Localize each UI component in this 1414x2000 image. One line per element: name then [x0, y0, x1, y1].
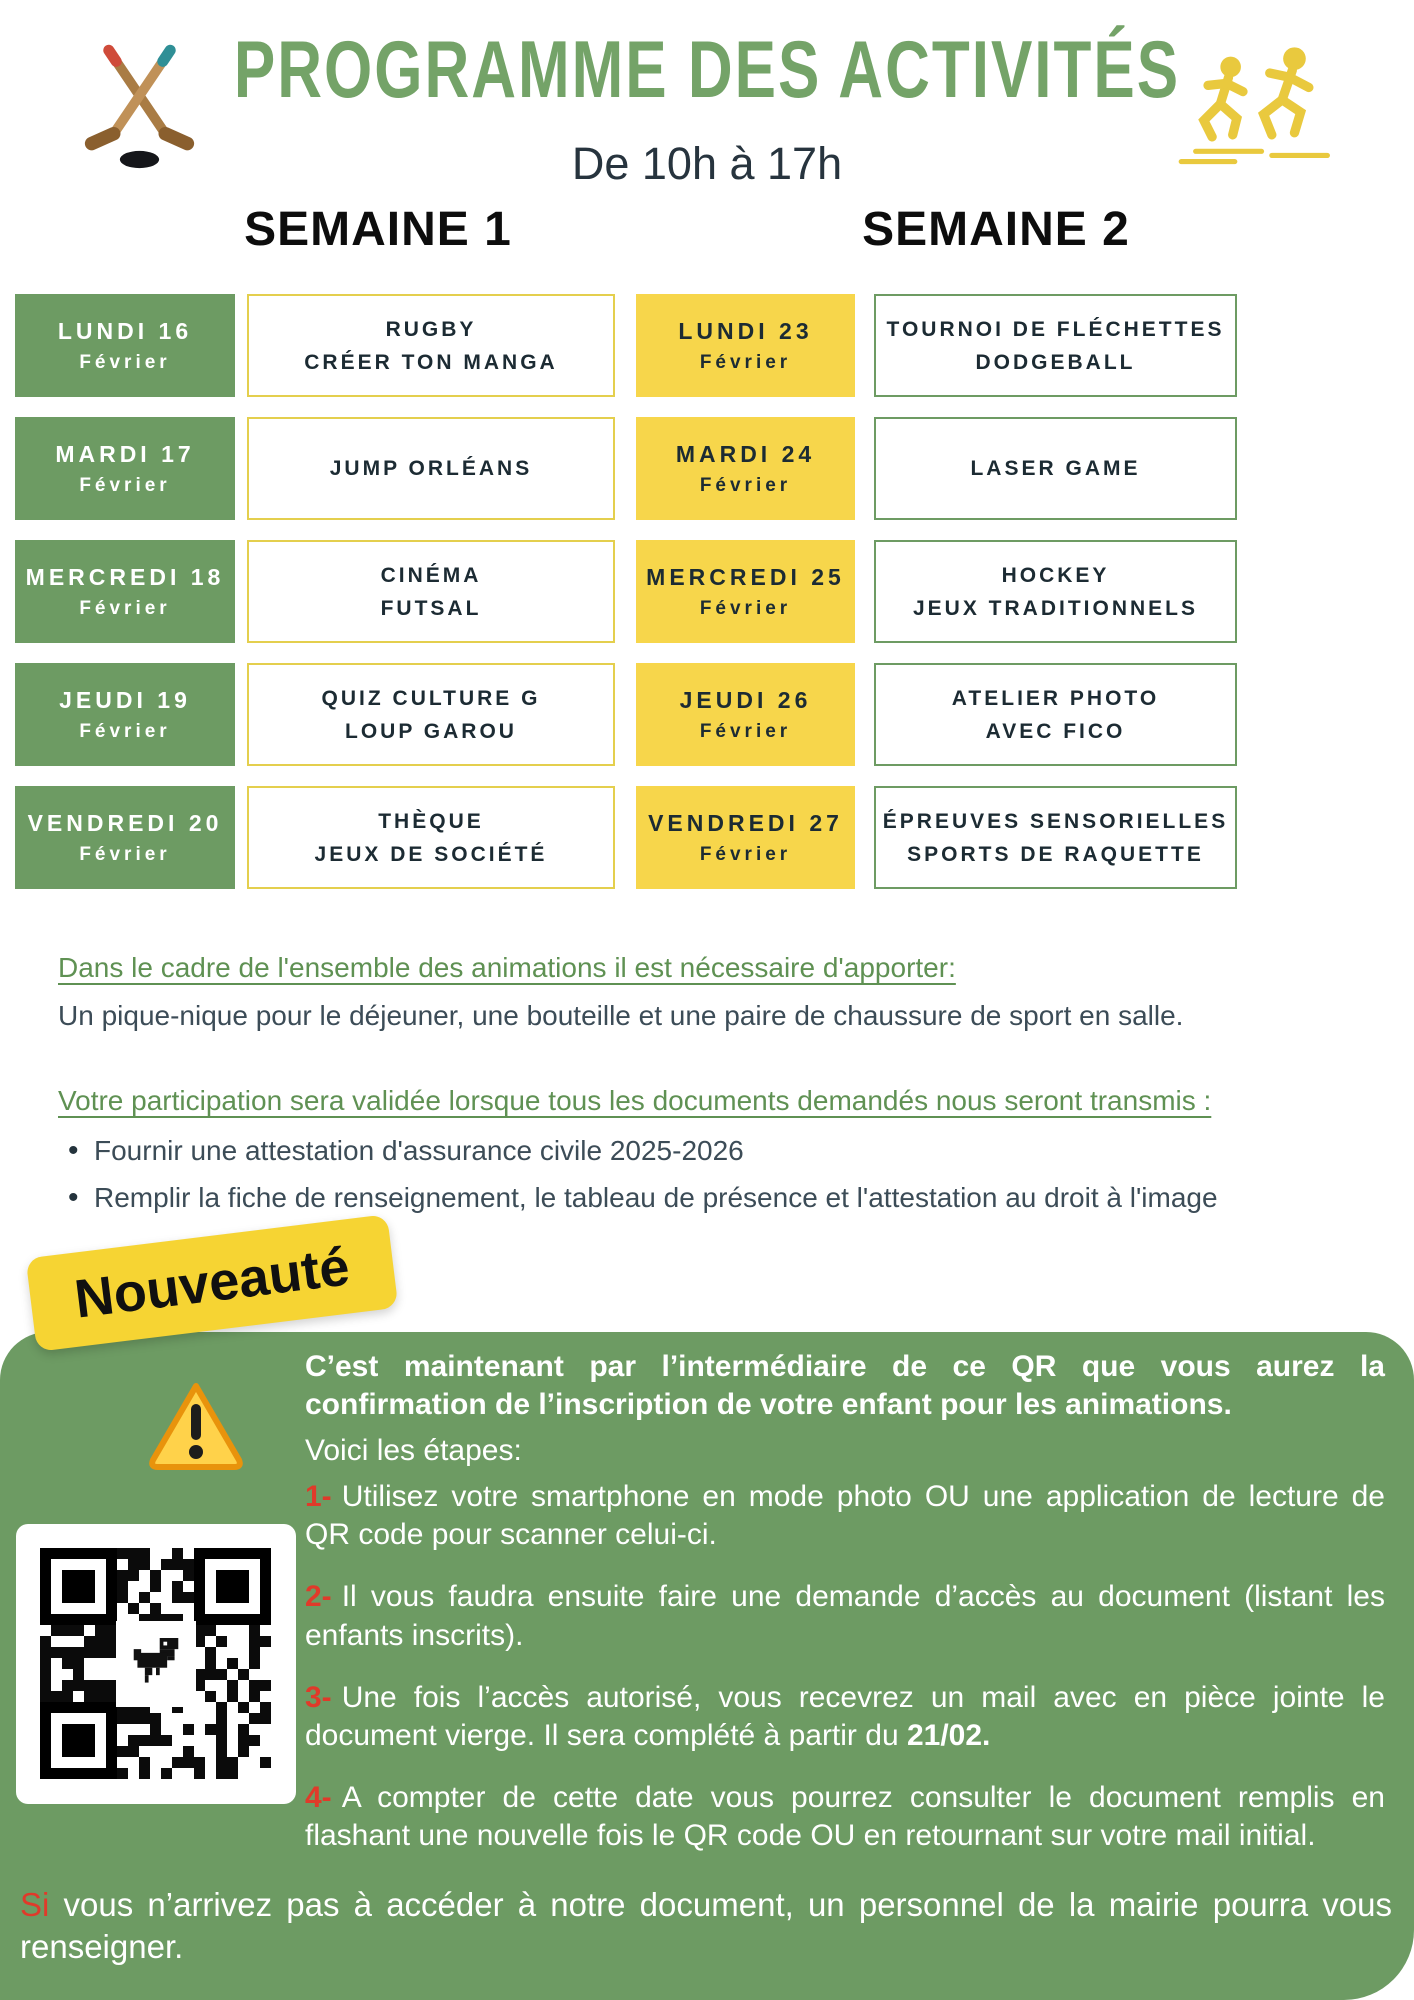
week1-heading: SEMAINE 1: [244, 203, 512, 256]
qr-modules: [40, 1548, 271, 1779]
activity-line: LOUP GAROU: [345, 719, 517, 743]
activity-line: CINÉMA: [380, 563, 482, 587]
activity-cell: [874, 417, 1237, 520]
day-label: [636, 786, 855, 889]
day-name: LUNDI 23: [678, 317, 813, 344]
week2-heading: SEMAINE 2: [862, 203, 1130, 256]
schedule-row: [15, 786, 1237, 889]
activity-line: ATELIER PHOTO: [951, 686, 1160, 710]
step-text: Il vous faudra ensuite faire une demande d’accès au document (listant les enfants inscrits).: [305, 1580, 1385, 1652]
step-1: [305, 1478, 1385, 1554]
day-name: VENDREDI 20: [27, 809, 223, 836]
activity-line: HOCKEY: [1001, 563, 1110, 587]
schedule-row: [15, 540, 1237, 643]
dino-icon: [116, 1621, 196, 1707]
footer-prefix: Si: [20, 1886, 50, 1923]
activity-line: RUGBY: [385, 317, 477, 341]
day-month: Février: [699, 843, 792, 865]
day-name: MERCREDI 18: [25, 563, 225, 590]
activity-cell: [874, 663, 1237, 766]
day-month: Février: [699, 720, 792, 742]
step-text: Utilisez votre smartphone en mode photo OU une application de lecture de QR code pour scanner celui-ci.: [305, 1480, 1385, 1552]
activity-line: JEUX TRADITIONNELS: [912, 596, 1199, 620]
activity-line: ÉPREUVES SENSORIELLES: [882, 809, 1229, 833]
nouveaute-badge: Nouveauté: [26, 1214, 399, 1352]
activity-line: JEUX DE SOCIÉTÉ: [314, 842, 548, 866]
bring-text: Un pique-nique pour le déjeuner, une bouteille et une paire de chaussure de sport en salle.: [58, 1000, 1184, 1032]
day-month: Février: [79, 474, 171, 496]
documents-list: [58, 1133, 1368, 1216]
validation-heading: Votre participation sera validée lorsque tous les documents demandés nous seront transmis :: [58, 1084, 1212, 1116]
day-label: [636, 540, 855, 643]
step-bold: 21/02.: [906, 1718, 991, 1752]
day-name: VENDREDI 27: [648, 809, 843, 836]
activity-line: JUMP ORLÉANS: [329, 457, 533, 480]
activity-line: CRÉER TON MANGA: [304, 350, 558, 374]
activity-cell: [874, 294, 1237, 397]
day-name: MARDI 24: [675, 440, 816, 467]
activity-cell: [247, 294, 615, 397]
list-item: • Fournir une attestation d'assurance civile 2025-2026: [58, 1133, 1303, 1169]
activity-cell: [874, 786, 1237, 889]
qr-footer: [20, 1884, 1392, 1968]
activity-cell: [247, 786, 615, 889]
day-month: Février: [79, 597, 171, 619]
schedule-row: [15, 294, 1237, 397]
activity-line: DODGEBALL: [975, 350, 1136, 374]
step-3: [305, 1679, 1385, 1755]
day-label: [15, 786, 235, 889]
qr-intro: C’est maintenant par l’intermédiaire de ce QR que vous aurez la confirmation de l’inscription de votre enfant pour les animations.: [305, 1350, 1385, 1422]
step-text: A compter de cette date vous pourrez consulter le document remplis en flashant une nouvelle fois le QR code OU en retournant sur votre mail initial.: [305, 1780, 1385, 1852]
qr-code: [16, 1524, 296, 1804]
day-label: [15, 663, 235, 766]
day-label: [15, 417, 235, 520]
activity-cell: [247, 417, 615, 520]
page-subtitle: De 10h à 17h: [571, 138, 843, 189]
day-label: [636, 417, 855, 520]
day-month: Février: [79, 843, 171, 865]
schedule-grid: [15, 294, 1237, 909]
activity-cell: [247, 663, 615, 766]
activity-line: LASER GAME: [970, 457, 1141, 480]
step-number: 4-: [305, 1780, 332, 1814]
activity-line: TOURNOI DE FLÉCHETTES: [886, 317, 1225, 341]
schedule-row: [15, 663, 1237, 766]
runners-icon: [1173, 44, 1348, 173]
qr-finder-icon: [40, 1548, 117, 1625]
page-title: PROGRAMME DES ACTIVITÉS: [233, 25, 1181, 115]
day-label: [636, 663, 855, 766]
qr-section: [0, 1332, 1414, 2000]
qr-finder-icon: [194, 1548, 271, 1625]
steps-label: Voici les étapes:: [305, 1434, 522, 1468]
day-month: Février: [699, 351, 792, 373]
day-name: MARDI 17: [55, 440, 195, 467]
day-month: Février: [699, 474, 792, 496]
day-name: MERCREDI 25: [646, 563, 845, 590]
qr-instructions: [305, 1348, 1385, 1855]
day-label: [15, 294, 235, 397]
step-2: [305, 1578, 1385, 1654]
activity-line: AVEC FICO: [985, 719, 1126, 743]
day-month: Février: [699, 597, 792, 619]
schedule-row: [15, 417, 1237, 520]
footer-text: vous n’arrivez pas à accéder à notre document, un personnel de la mairie pourra vous renseigner.: [20, 1886, 1392, 1966]
day-name: LUNDI 16: [57, 317, 193, 344]
warning-icon: [146, 1380, 246, 1477]
day-month: Février: [79, 720, 171, 742]
activity-cell: [874, 540, 1237, 643]
day-label: [636, 294, 855, 397]
info-section: [58, 950, 1368, 1226]
step-4: [305, 1779, 1385, 1855]
step-text: Une fois l’accès autorisé, vous recevrez un mail avec en pièce jointe le document vierge. Il sera complété à partir du: [305, 1680, 1385, 1752]
qr-finder-icon: [40, 1702, 117, 1779]
day-name: JEUDI 19: [59, 686, 191, 713]
day-name: JEUDI 26: [679, 686, 812, 713]
activity-line: THÈQUE: [378, 809, 484, 833]
activity-line: QUIZ CULTURE G: [321, 686, 541, 710]
activity-line: FUTSAL: [380, 596, 482, 620]
day-label: [15, 540, 235, 643]
list-item: • Remplir la fiche de renseignement, le tableau de présence et l'attestation au droit à l'image: [58, 1180, 1303, 1216]
step-number: 2-: [305, 1580, 332, 1614]
activity-line: SPORTS DE RAQUETTE: [907, 842, 1204, 866]
step-number: 1-: [305, 1480, 332, 1514]
activity-cell: [247, 540, 615, 643]
bring-heading: Dans le cadre de l'ensemble des animations il est nécessaire d'apporter:: [58, 952, 956, 983]
step-number: 3-: [305, 1680, 332, 1714]
day-month: Février: [79, 351, 171, 373]
